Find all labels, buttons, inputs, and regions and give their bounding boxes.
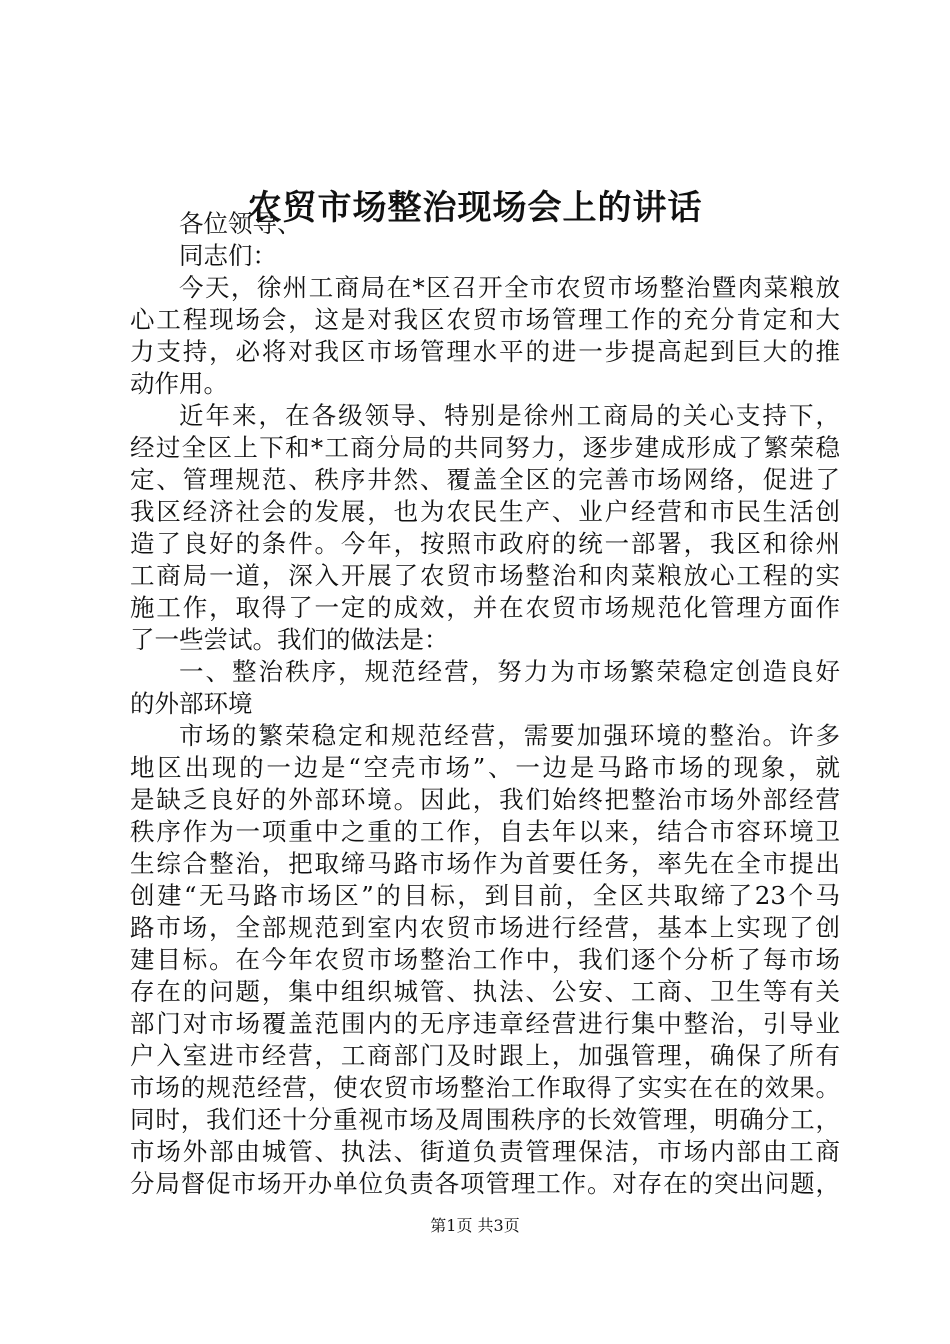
paragraph-line: 施工作，取得了一定的成效，并在农贸市场规范化管理方面作 <box>130 593 840 622</box>
paragraph-line: 工商局一道，深入开展了农贸市场整治和肉菜粮放心工程的实 <box>130 561 840 590</box>
paragraph-line: 是缺乏良好的外部环境。因此，我们始终把整治市场外部经营 <box>130 785 840 814</box>
paragraph-line: 路市场，全部规范到室内农贸市场进行经营，基本上实现了创 <box>130 913 840 942</box>
paragraph-line: 今天，徐州工商局在*区召开全市农贸市场整治暨肉菜粮放 <box>179 273 840 302</box>
paragraph-line: 创建“无马路市场区”的目标，到目前，全区共取缔了23个马 <box>130 881 840 910</box>
paragraph-line: 力支持，必将对我区市场管理水平的进一步提高起到巨大的推 <box>130 337 840 366</box>
paragraph-line: 了一些尝试。我们的做法是： <box>130 625 449 654</box>
salutation-line: 同志们： <box>179 241 277 270</box>
paragraph-line: 动作用。 <box>130 369 228 398</box>
paragraph-line: 经过全区上下和*工商分局的共同努力，逐步建成形成了繁荣稳 <box>130 433 840 462</box>
section-heading-line: 的外部环境 <box>130 689 253 718</box>
paragraph-line: 户入室进市经营，工商部门及时跟上，加强管理，确保了所有 <box>130 1041 840 1070</box>
paragraph-line: 市场外部由城管、执法、街道负责管理保洁，市场内部由工商 <box>130 1137 840 1166</box>
paragraph-line: 定、管理规范、秩序井然、覆盖全区的完善市场网络，促进了 <box>130 465 840 494</box>
paragraph-line: 市场的繁荣稳定和规范经营，需要加强环境的整治。许多 <box>179 721 840 750</box>
paragraph-line: 心工程现场会，这是对我区农贸市场管理工作的充分肯定和大 <box>130 305 840 334</box>
salutation-line: 各位领导、 <box>179 209 302 238</box>
paragraph-line: 同时，我们还十分重视市场及周围秩序的长效管理，明确分工， <box>130 1105 840 1134</box>
page-number-footer: 第1页 共3页 <box>430 1216 520 1235</box>
paragraph-line: 我区经济社会的发展，也为农民生产、业户经营和市民生活创 <box>130 497 840 526</box>
paragraph-line: 市场的规范经营，使农贸市场整治工作取得了实实在在的效果。 <box>130 1073 840 1102</box>
paragraph-line: 秩序作为一项重中之重的工作，自去年以来，结合市容环境卫 <box>130 817 840 846</box>
paragraph-line: 部门对市场覆盖范围内的无序违章经营进行集中整治，引导业 <box>130 1009 840 1038</box>
paragraph-line: 造了良好的条件。今年，按照市政府的统一部署，我区和徐州 <box>130 529 840 558</box>
section-heading-line: 一、整治秩序，规范经营，努力为市场繁荣稳定创造良好 <box>179 657 840 686</box>
paragraph-line: 建目标。在今年农贸市场整治工作中，我们逐个分析了每市场 <box>130 945 840 974</box>
paragraph-line: 分局督促市场开办单位负责各项管理工作。对存在的突出问题， <box>130 1169 840 1198</box>
document-body <box>130 208 840 1200</box>
document-title: 农贸市场整治现场会上的讲话 <box>247 188 703 228</box>
paragraph-line: 地区出现的一边是“空壳市场”、一边是马路市场的现象，就 <box>130 753 840 782</box>
paragraph-line: 存在的问题，集中组织城管、执法、公安、工商、卫生等有关 <box>130 977 840 1006</box>
paragraph-line: 生综合整治，把取缔马路市场作为首要任务，率先在全市提出 <box>130 849 840 878</box>
paragraph-line: 近年来，在各级领导、特别是徐州工商局的关心支持下， <box>179 401 840 430</box>
